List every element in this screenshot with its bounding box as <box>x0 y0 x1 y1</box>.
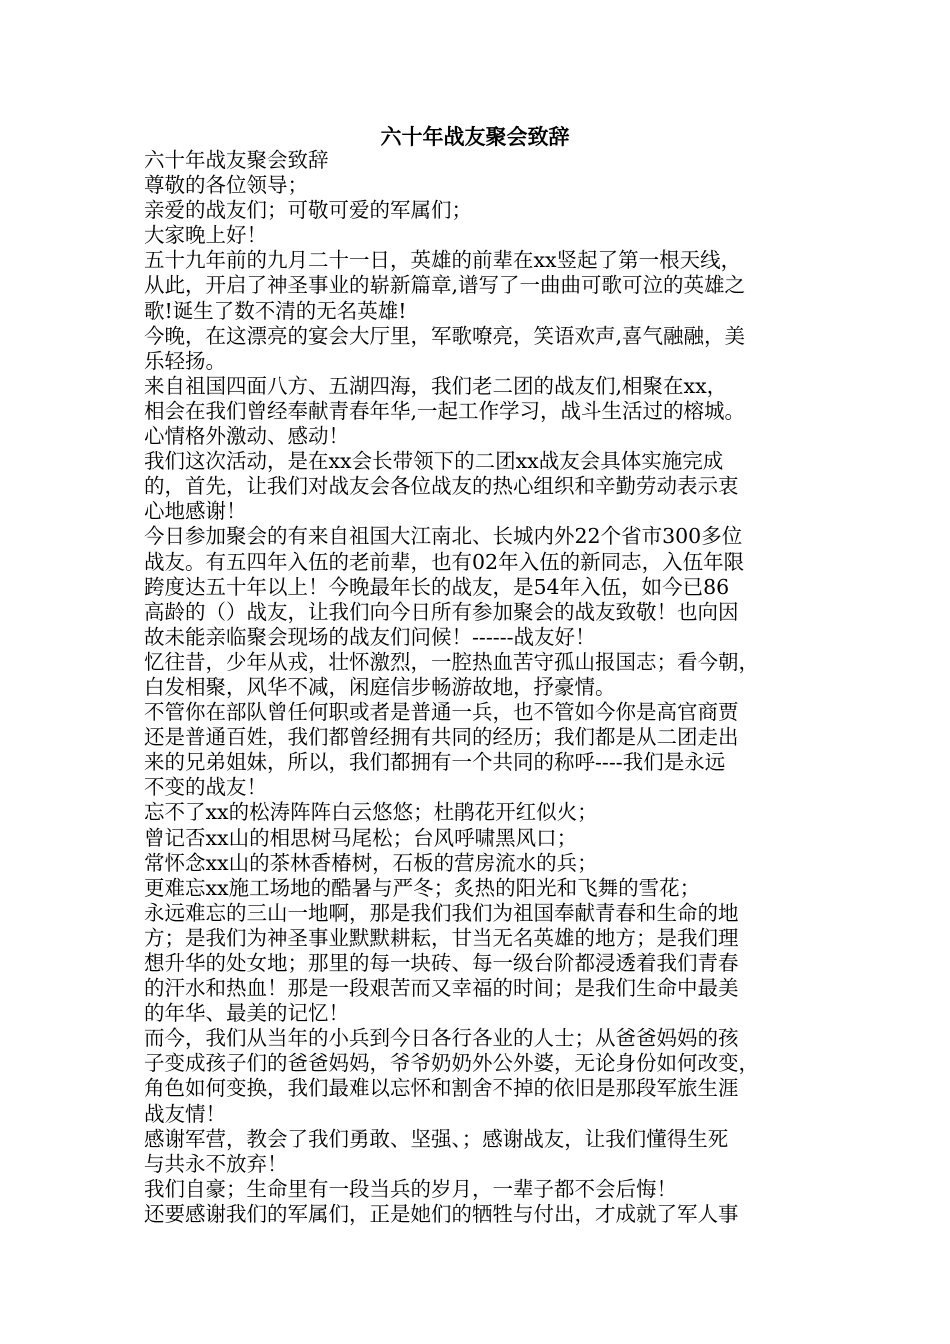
body-line: 相会在我们曾经奉献青春年华,一起工作学习，战斗生活过的榕城。 <box>144 398 746 423</box>
body-line: 而今，我们从当年的小兵到今日各行各业的人士；从爸爸妈妈的孩 <box>144 1026 739 1051</box>
body-line: 心情格外激动、感动！ <box>144 424 349 449</box>
body-line: 子变成孩子们的爸爸妈妈，爷爷奶奶外公外婆，无论身份如何改变， <box>144 1051 759 1076</box>
body-line: 亲爱的战友们；可敬可爱的军属们； <box>144 198 472 223</box>
body-line: 跨度达五十年以上！今晚最年长的战友，是54年入伍，如今已86 <box>144 574 730 599</box>
body-line: 高龄的（）战友，让我们向今日所有参加聚会的战友致敬！也向因 <box>144 599 739 624</box>
body-line: 五十九年前的九月二十一日，英雄的前辈在xx竖起了第一根天线， <box>144 248 742 273</box>
body-line: 战友。有五四年入伍的老前辈，也有02年入伍的新同志，入伍年限 <box>144 549 745 574</box>
body-line: 永远难忘的三山一地啊，那是我们我们为祖国奉献青春和生命的地 <box>144 900 739 925</box>
body-line: 忘不了xx的松涛阵阵白云悠悠；杜鹃花开红似火； <box>144 800 598 825</box>
body-line: 的，首先，让我们对战友会各位战友的热心组织和辛勤劳动表示衷 <box>144 474 739 499</box>
body-line: 六十年战友聚会致辞 <box>144 148 329 172</box>
document-title: 六十年战友聚会致辞 <box>380 124 570 149</box>
body-line: 更难忘xx施工场地的酷暑与严冬；炙热的阳光和飞舞的雪花； <box>144 875 701 900</box>
body-line: 我们自豪；生命里有一段当兵的岁月，一辈子都不会后悔！ <box>144 1176 677 1201</box>
body-line: 方；是我们为神圣事业默默耕耘，甘当无名英雄的地方；是我们理 <box>144 925 739 950</box>
body-line: 角色如何变换，我们最难以忘怀和割舍不掉的依旧是那段军旅生涯 <box>144 1076 739 1101</box>
body-line: 大家晚上好！ <box>144 223 267 248</box>
body-line: 乐轻扬。 <box>144 348 226 373</box>
body-line: 的汗水和热血！那是一段艰苦而又幸福的时间；是我们生命中最美 <box>144 976 739 1001</box>
body-line: 从此，开启了神圣事业的崭新篇章,谱写了一曲曲可歌可泣的英雄之 <box>144 273 746 298</box>
body-line: 故未能亲临聚会现场的战友们问候！------战友好！ <box>144 624 596 649</box>
body-line: 还是普通百姓，我们都曾经拥有共同的经历；我们都是从二团走出 <box>144 725 739 750</box>
body-line: 今晚，在这漂亮的宴会大厅里，军歌嘹亮，笑语欢声,喜气融融，美 <box>144 323 746 348</box>
body-line: 心地感谢！ <box>144 499 247 524</box>
body-line: 不变的战友！ <box>144 775 267 800</box>
body-line: 歌!诞生了数不清的无名英雄! <box>144 298 407 323</box>
body-line: 战友情！ <box>144 1101 226 1126</box>
body-line: 忆往昔，少年从戎，壮怀激烈，一腔热血苦守孤山报国志；看今朝， <box>144 649 759 674</box>
body-line: 来的兄弟姐妹，所以，我们都拥有一个共同的称呼----我们是永远 <box>144 750 726 775</box>
body-line: 曾记否xx山的相思树马尾松；台风呼啸黑风口； <box>144 825 578 850</box>
body-line: 想升华的处女地；那里的每一块砖、每一级台阶都浸透着我们青春 <box>144 951 739 975</box>
body-line: 白发相聚，风华不减，闲庭信步畅游故地，抒豪情。 <box>144 674 616 699</box>
body-line: 还要感谢我们的军属们，正是她们的牺牲与付出，才成就了军人事 <box>144 1201 739 1226</box>
body-line: 我们这次活动，是在xx会长带领下的二团xx战友会具体实施完成 <box>144 449 724 474</box>
body-line: 尊敬的各位领导； <box>144 173 308 198</box>
body-line: 的年华、最美的记忆！ <box>144 1001 349 1026</box>
body-line: 不管你在部队曾任何职或者是普通一兵，也不管如今你是高官商贾 <box>144 700 739 725</box>
body-line: 今日参加聚会的有来自祖国大江南北、长城内外22个省市300多位 <box>144 524 743 549</box>
document-body <box>144 148 824 1227</box>
body-line: 感谢军营，教会了我们勇敢、坚强、；感谢战友，让我们懂得生死 <box>144 1126 729 1151</box>
body-line: 与共永不放弃！ <box>144 1151 288 1176</box>
body-line: 常怀念xx山的茶林香椿树，石板的营房流水的兵； <box>144 850 598 875</box>
body-line: 来自祖国四面八方、五湖四海，我们老二团的战友们,相聚在xx， <box>144 373 728 398</box>
